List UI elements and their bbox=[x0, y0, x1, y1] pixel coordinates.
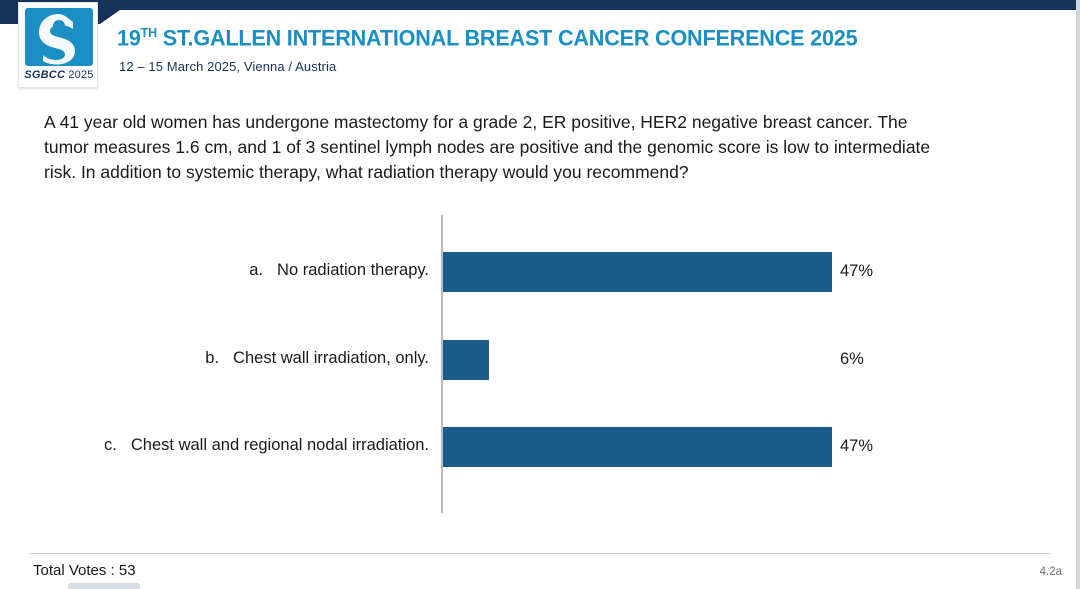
chart-row bbox=[0, 340, 1080, 380]
logo-caption-bold: SGBCC bbox=[24, 69, 66, 81]
footer-divider bbox=[30, 553, 1050, 554]
option-text-b: Chest wall irradiation, only. bbox=[233, 349, 429, 367]
option-text-c: Chest wall and regional nodal irradiation. bbox=[130, 436, 429, 454]
option-letter-a: a. bbox=[249, 261, 264, 279]
conference-logo bbox=[18, 2, 98, 88]
chart-row bbox=[0, 252, 1080, 292]
bar-option-b bbox=[443, 340, 489, 380]
bar-option-a bbox=[443, 252, 832, 292]
option-label-b bbox=[0, 349, 429, 368]
conference-title-ordinal: TH bbox=[140, 25, 157, 40]
vote-results-chart bbox=[0, 210, 1080, 510]
question-text: A 41 year old women has undergone mastectomy for a grade 2, ER positive, HER2 negative breast cancer. The tumor measures 1.6 cm, and 1 of 3 sentinel lymph nodes are positive and the genomic score is low to intermediate risk. In addition to systemic therapy, what radiation therapy would you recommend? bbox=[44, 112, 931, 182]
logo-caption bbox=[19, 69, 99, 81]
logo-caption-year: 2025 bbox=[65, 69, 94, 81]
option-label-c bbox=[0, 436, 429, 455]
chart-row bbox=[0, 427, 1080, 467]
bottom-progress-tab bbox=[68, 583, 140, 589]
conference-subtitle: 12 – 15 March 2025, Vienna / Austria bbox=[119, 59, 337, 74]
option-letter-c: c. bbox=[104, 436, 117, 454]
bar-option-c bbox=[443, 427, 832, 467]
bar-value-b: 6% bbox=[840, 350, 864, 368]
slide-code-label: 4.2a bbox=[1039, 566, 1062, 578]
option-letter-b: b. bbox=[205, 349, 220, 367]
conference-title bbox=[117, 25, 857, 52]
conference-title-text: ST.GALLEN INTERNATIONAL BREAST CANCER CONFERENCE 2025 bbox=[156, 25, 858, 51]
bar-value-c: 47% bbox=[840, 437, 874, 455]
bar-value-a: 47% bbox=[840, 262, 874, 280]
sgbcc-ribbon-icon bbox=[25, 8, 93, 66]
conference-title-number: 19 bbox=[117, 25, 141, 51]
option-label-a bbox=[0, 261, 429, 280]
slide-header bbox=[0, 0, 1080, 92]
option-text-a: No radiation therapy. bbox=[277, 261, 429, 279]
right-edge-strip bbox=[1076, 0, 1080, 589]
total-votes-label: Total Votes : 53 bbox=[33, 562, 136, 579]
